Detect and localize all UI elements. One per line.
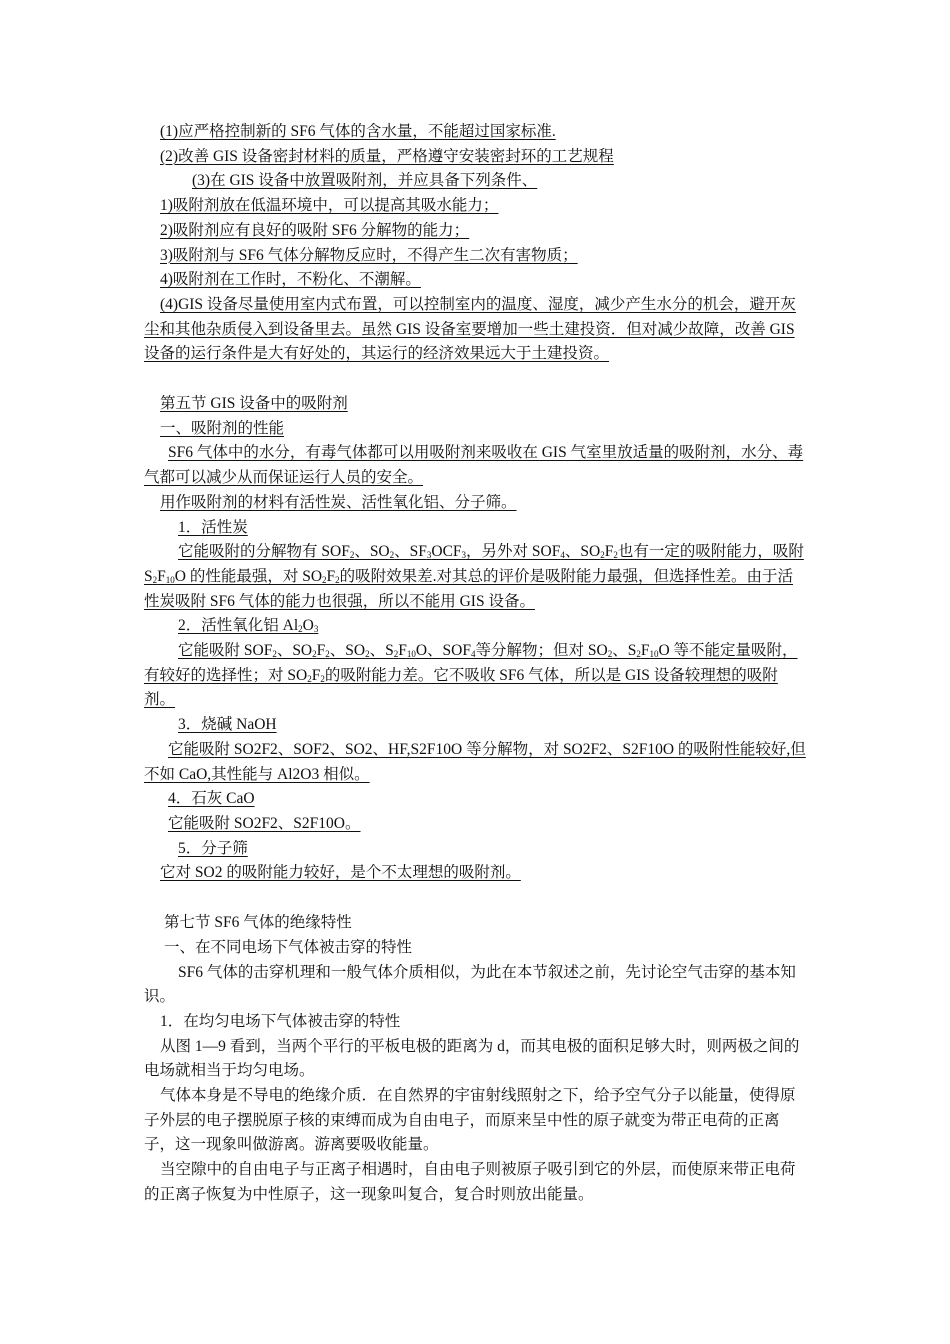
condition-1: 1)吸附剂放在低温环境中，可以提高其吸水能力； bbox=[160, 197, 499, 215]
measure-3: (3)在 GIS 设备中放置吸附剂，并应具备下列条件、 bbox=[192, 172, 538, 190]
section-heading: 第七节 SF6 气体的绝缘特性 bbox=[164, 914, 352, 932]
numbered-heading: 1．在均匀电场下气体被击穿的特性 bbox=[160, 1012, 401, 1030]
paragraph: 从图 1—9 看到，当两个平行的平板电极的距离为 d，而其电极的面积足够大时，则两极之间的电场就相当于均匀电场。 bbox=[144, 1037, 800, 1080]
section-heading: 第五节 GIS 设备中的吸附剂 bbox=[160, 395, 348, 413]
paragraph: SF6 气体中的水分，有毒气体都可以用吸附剂来吸收在 GIS 气室里放适量的吸附剂，水分、毒气都可以减少从而保证运行人员的安全。 bbox=[144, 444, 804, 487]
item-title-lime: 4．石灰 CaO bbox=[168, 790, 255, 808]
paragraph-molecular-sieve: 它对 SO2 的吸附能力较好，是个不太理想的吸附剂。 bbox=[160, 864, 521, 882]
measure-4: (4)GIS 设备尽量使用室内式布置，可以控制室内的温度、湿度，减少产生水分的机会，避开灰尘和其他杂质侵入到设备里去。虽然 GIS 设备室要增加一些土建投资．但对减少故障，改善 GIS 设备的运行条件是大有好处的，其运行的经济效果远大于土建投资。 bbox=[144, 295, 796, 363]
paragraph-activated-carbon: 它能吸附的分解物有 $SOF_2$、$SO_2$、$SF_3OCF_3$，另外对 $SOF_4$、$SO_2F_2$也有一定的吸附能力，吸附 $S_2F_{10}O$ 的性能最强，对 $SO_2F_2$的吸附效果差.对其总的评价是吸附能力最强，但选择性差。由于活性炭吸附 SF6 气体的能力也很强，所以不能用 GIS 设备。 bbox=[144, 543, 804, 610]
subsection-heading: 一、吸附剂的性能 bbox=[160, 419, 285, 437]
condition-4: 4)吸附剂在工作时，不粉化、不潮解。 bbox=[160, 271, 421, 289]
paragraph: SF6 气体的击穿机理和一般气体介质相似，为此在本节叙述之前，先讨论空气击穿的基本知识。 bbox=[144, 963, 796, 1006]
item-title-molecular-sieve: 5．分子筛 bbox=[178, 839, 248, 857]
measure-2: (2)改善 GIS 设备密封材料的质量，严格遵守安装密封环的工艺规程 bbox=[160, 147, 614, 165]
measure-1: (1)应严格控制新的 SF6 气体的含水量，不能超过国家标准. bbox=[160, 123, 556, 140]
document-page bbox=[144, 120, 808, 1208]
spacer bbox=[144, 886, 808, 911]
paragraph-activated-alumina: 它能吸附 $SOF_2$、$SO_2F_2$、$SO_2$、$S_2F_{10}O$、$SOF_4$等分解物；但对 $SO_2$、$S_2F_{10}O$ 等不能定量吸附，有较好的选择性；对 $SO_2F_2$的吸附能力差。它不吸收 SF6 气体，所以是 GIS 设备较理想的吸附剂。 bbox=[144, 642, 798, 709]
item-title-activated-alumina: 2．活性氧化铝 $Al_2O_3$ bbox=[178, 617, 319, 635]
spacer bbox=[144, 367, 808, 392]
paragraph-lime: 它能吸附 SO2F2、S2F10O。 bbox=[168, 814, 361, 832]
paragraph: 当空隙中的自由电子与正离子相遇时，自由电子则被原子吸引到它的外层，而使原来带正电荷的正离子恢复为中性原子，这一现象叫复合，复合时则放出能量。 bbox=[144, 1161, 796, 1203]
item-title-caustic-soda: 3．烧碱 NaOH bbox=[178, 716, 277, 734]
paragraph: 用作吸附剂的材料有活性炭、活性氧化铝、分子筛。 bbox=[160, 493, 517, 511]
condition-2: 2)吸附剂应有良好的吸附 SF6 分解物的能力； bbox=[160, 221, 470, 239]
item-title-activated-carbon: 1．活性炭 bbox=[178, 518, 248, 536]
condition-3: 3)吸附剂与 SF6 气体分解物反应时，不得产生二次有害物质； bbox=[160, 246, 578, 264]
paragraph: 气体本身是不导电的绝缘介质．在自然界的宇宙射线照射之下，给予空气分子以能量，使得原子外层的电子摆脱原子核的束缚而成为自由电子，而原来呈中性的原子就变为带正电荷的正离子，这一现象叫做游离。游离要吸收能量。 bbox=[144, 1087, 796, 1154]
subsection-heading: 一、在不同电场下气体被击穿的特性 bbox=[164, 938, 413, 956]
paragraph-caustic-soda: 它能吸附 SO2F2、SOF2、SO2、HF,S2F10O 等分解物，对 SO2F2、S2F10O 的吸附性能较好,但不如 CaO,其性能与 Al2O3 相似。 bbox=[144, 740, 806, 783]
